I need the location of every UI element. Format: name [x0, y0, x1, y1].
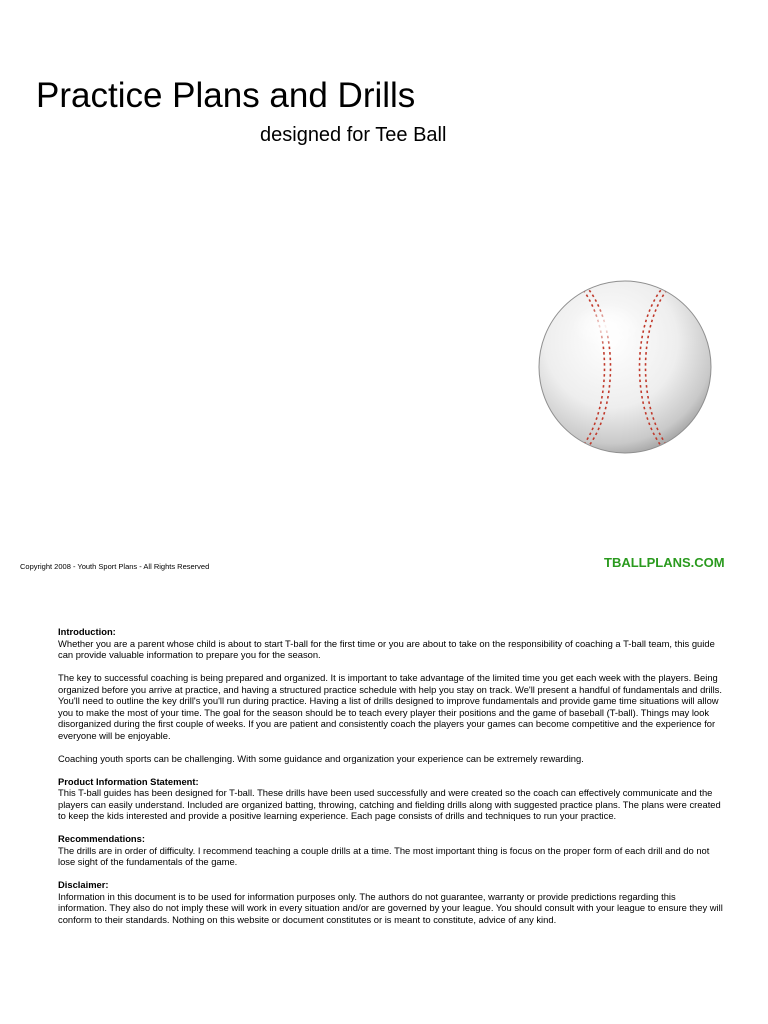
- ball-body: [539, 281, 711, 453]
- page-title: Practice Plans and Drills: [36, 76, 416, 115]
- disclaimer-paragraph: Information in this document is to be used for information purposes only. The authors do not guarantee, warranty or provide predictions regarding this information. They also do not imply these will work in every situation and/or are governed by your league. You should consult with your league to ensure they will conform to their standards. Nothing on this website or document constitutes or is meant to constitute, advice of any kind.: [58, 890, 723, 925]
- recommendations-heading: Recommendations:: [58, 833, 145, 844]
- baseball-icon: [536, 278, 714, 456]
- introduction-heading: Introduction:: [58, 626, 116, 637]
- recommendations-paragraph: The drills are in order of difficulty. I recommend teaching a couple drills at a time. The most important thing is focus on the proper form of each drill and do not lose sight of the fundamentals of the game.: [58, 844, 710, 867]
- introduction-paragraph-1: Whether you are a parent whose child is about to start T-ball for the first time or you are about to take on the responsibility of coaching a T-ball team, this guide can provide valuable information to prepare you for the season.: [58, 637, 715, 660]
- introduction-paragraph-3: Coaching youth sports can be challenging. With some guidance and organization your experience can be extremely rewarding.: [58, 752, 584, 764]
- product-info-paragraph: This T-ball guides has been designed for T-ball. These drills have been used successfully and were created so the coach can effectively communicate and the players can easily understand. Included are organized batting, throwing, catching and fielding drills along with suggested practice plans. The plans were created to keep the kids interested and provide a positive learning experience. Each page consists of drills and techniques to run your practice.: [58, 787, 721, 821]
- ball-highlight: [572, 304, 640, 348]
- introduction-paragraph-2: The key to successful coaching is being prepared and organized. It is important to take advantage of the limited time you get each week with the players. Being organized before you arrive at practice, and having a structured practice schedule with help you stay on track. We'll present a handful of fundamentals and drills. You'll need to outline the key drill's you'll run during practice. Having a list of drills designed to improve fundamentals and provide game time situations will allow you to make the most of your time. The goal for the season should be to teach every player their positions and the game of baseball (T-ball). Things may look disorganized during the first couple of weeks. If you are patient and consistently coach the players your games can become competitive and the experience for everyone will be enjoyable.: [58, 672, 722, 741]
- page-subtitle: designed for Tee Ball: [260, 124, 447, 146]
- website-link[interactable]: TBALLPLANS.COM: [604, 555, 725, 570]
- document-body: [58, 626, 724, 925]
- copyright-notice: Copyright 2008 - Youth Sport Plans - All Rights Reserved: [20, 562, 210, 571]
- product-info-heading: Product Information Statement:: [58, 775, 199, 787]
- baseball-graphic: [536, 278, 714, 456]
- disclaimer-heading: Disclaimer:: [58, 879, 109, 890]
